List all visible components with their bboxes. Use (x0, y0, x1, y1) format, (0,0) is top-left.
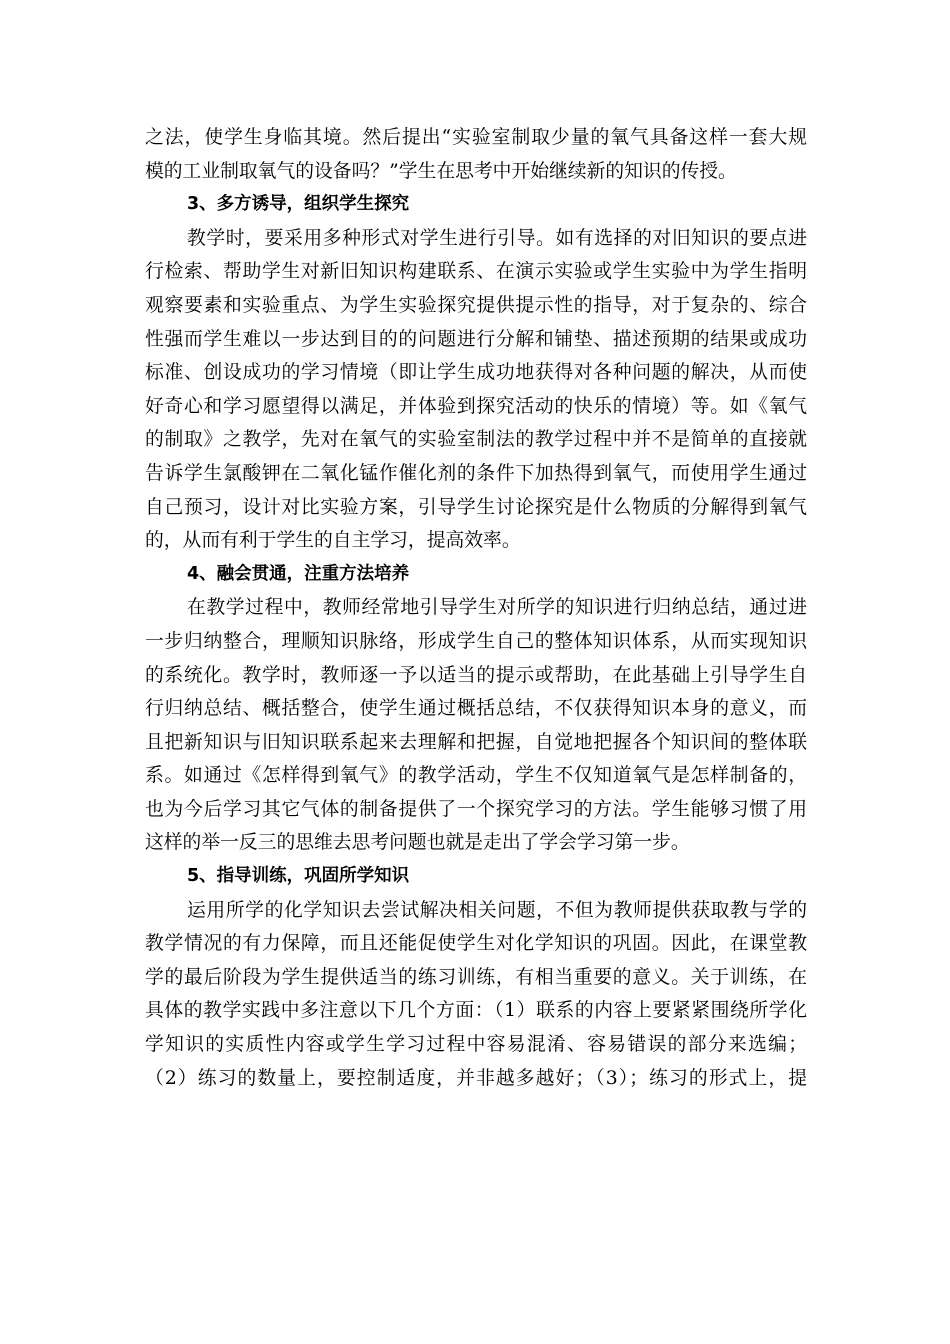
text-line: 具体的教学实践中多注意以下几个方面：（1）联系的内容上要紧紧围绕所学化 (145, 1000, 807, 1022)
intro-paragraph (145, 121, 807, 188)
text-line: 学知识的实质性内容或学生学习过程中容易混淆、容易错误的部分来选编； (145, 1034, 807, 1056)
section-4-paragraph (145, 591, 807, 860)
text-line: 告诉学生氯酸钾在二氧化锰作催化剂的条件下加热得到氧气，而使用学生通过 (145, 462, 807, 484)
section-4 (145, 558, 807, 860)
text-line: 一步归纳整合，理顺知识脉络，形成学生自己的整体知识体系，从而实现知识 (145, 630, 807, 652)
text-line: 的制取》之教学，先对在氧气的实验室制法的教学过程中并不是简单的直接就 (145, 429, 807, 451)
section-3-paragraph (145, 222, 807, 558)
text-line: 且把新知识与旧知识联系起来去理解和把握，自觉地把握各个知识间的整体联 (145, 731, 807, 753)
text-line: （2）练习的数量上，要控制适度，并非越多越好；（3）；练习的形式上，提 (145, 1067, 807, 1089)
text-line: 的系统化。教学时，教师逐一予以适当的提示或帮助，在此基础上引导学生自 (145, 664, 807, 686)
text-line: 教学情况的有力保障，而且还能促使学生对化学知识的巩固。因此，在课堂教 (145, 933, 807, 955)
text-line: 这样的举一反三的思维去思考问题也就是走出了学会学习第一步。 (145, 832, 690, 854)
text-line: 自己预习，设计对比实验方案，引导学生讨论探究是什么物质的分解得到氧气 (145, 496, 807, 518)
document-body (145, 121, 807, 1095)
section-heading: 3、多方诱导，组织学生探究 (187, 194, 410, 215)
text-line: 在教学过程中，教师经常地引导学生对所学的知识进行归纳总结，通过进 (187, 597, 807, 619)
text-line: 性强而学生难以一步达到目的的问题进行分解和铺垫、描述预期的结果或成功 (145, 328, 807, 350)
text-line: 运用所学的化学知识去尝试解决相关问题，不但为教师提供获取教与学的 (187, 899, 807, 921)
text-line: 的，从而有利于学生的自主学习，提高效率。 (145, 530, 521, 552)
text-line: 模的工业制取氧气的设备吗？”学生在思考中开始继续新的知识的传授。 (145, 160, 737, 182)
text-line: 好奇心和学习愿望得以满足，并体验到探究活动的快乐的情境）等。如《氧气 (145, 395, 807, 417)
text-line: 系。如通过《怎样得到氧气》的教学活动，学生不仅知道氧气是怎样制备的， (145, 765, 807, 787)
text-line: 之法，使学生身临其境。然后提出“实验室制取少量的氧气具备这样一套大规 (145, 127, 807, 148)
text-line: 观察要素和实验重点、为学生实验探究提供提示性的指导，对于复杂的、综合 (145, 294, 807, 316)
text-line: 行归纳总结、概括整合，使学生通过概括总结，不仅获得知识本身的意义，而 (145, 698, 807, 720)
text-line: 行检索、帮助学生对新旧知识构建联系、在演示实验或学生实验中为学生指明 (145, 261, 807, 283)
text-line: 也为今后学习其它气体的制备提供了一个探究学习的方法。学生能够习惯了用 (145, 798, 807, 820)
section-5 (145, 860, 807, 1095)
text-line: 教学时，要采用多种形式对学生进行引导。如有选择的对旧知识的要点进 (187, 227, 807, 249)
section-heading: 4、融会贯通，注重方法培养 (187, 563, 410, 584)
section-5-paragraph (145, 894, 807, 1096)
text-line: 学的最后阶段为学生提供适当的练习训练，有相当重要的意义。关于训练，在 (145, 966, 807, 988)
text-line: 标准、创设成功的学习情境（即让学生成功地获得对各种问题的解决，从而使 (145, 362, 807, 384)
section-3 (145, 188, 807, 558)
section-heading: 5、指导训练，巩固所学知识 (187, 866, 410, 887)
